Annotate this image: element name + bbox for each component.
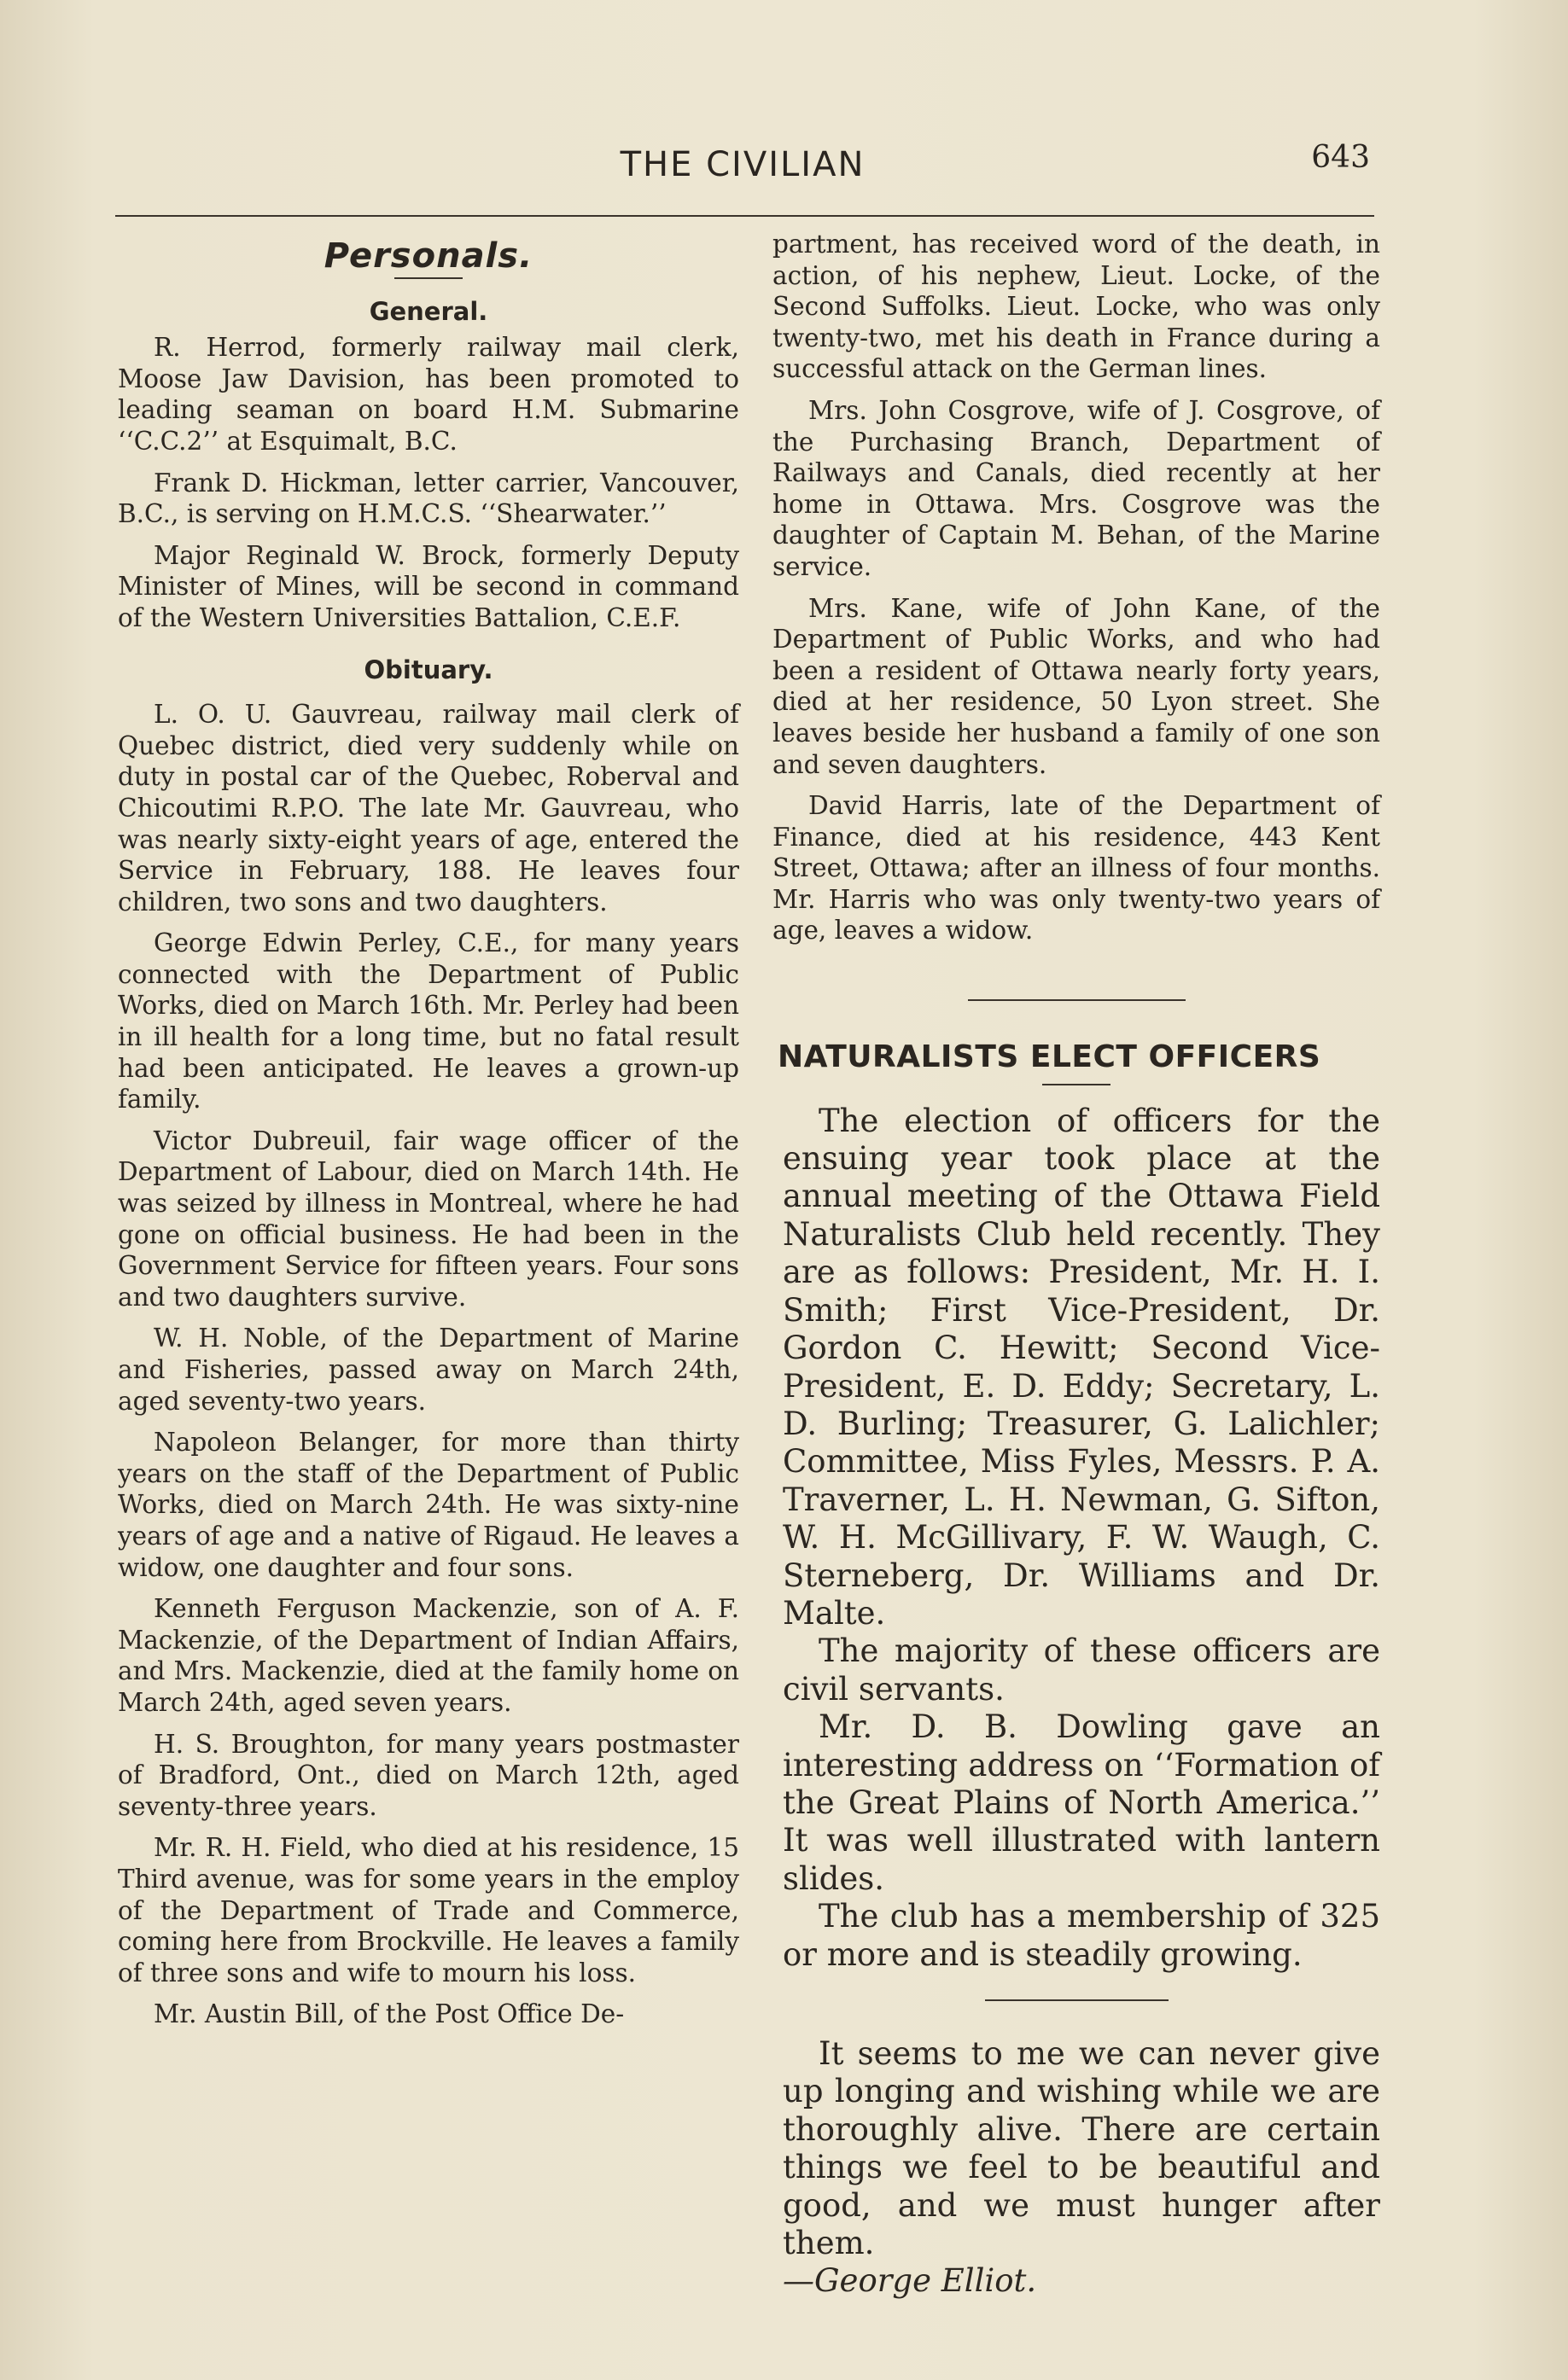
obituary-item: Victor Dubreuil, fair wage officer of the Department of Labour, died on March 14th. He was seized by illness in Montreal, where he had gone on official business. He had been in the Government Service for fifteen years. Four sons and two daughters survive. <box>118 1126 739 1312</box>
obituary-item: Mrs. John Cosgrove, wife of J. Cosgrove, of the Purchasing Branch, Department of Railways and Canals, died recently at her home in Ottawa. Mrs. Cosgrove was the daughter of Captain M. Behan, of the Marine service. <box>772 395 1380 581</box>
article-paragraph: The election of officers for the ensuing year took place at the annual meeting of the Ottawa Field Naturalists Club held recently. They are as follows: President, Mr. H. I. Smith; First Vice-President, Dr. Gordon C. Hewitt; Second Vice-President, E. D. Eddy; Secretary, L. D. Burling; Treasurer, G. Lalichler; Committee, Miss Fyles, Messrs. P. A. Traverner, L. H. Newman, G. Sifton, W. H. McGillivary, F. W. Waugh, C. Sterneberg, Dr. Williams and Dr. Malte. <box>783 1102 1380 1632</box>
article-paragraph: The majority of these officers are civil servants. <box>783 1632 1380 1708</box>
page-header <box>115 140 1370 196</box>
publication-title: THE CIVILIAN <box>620 145 866 184</box>
obituary-item: David Harris, late of the Department of Finance, died at his residence, 443 Kent Street, Ottawa; after an illness of four months. Mr. Harris who was only twenty-two years of age, leaves a widow. <box>772 791 1380 946</box>
obituary-item: Mr. Austin Bill, of the Post Office De- <box>154 1999 625 2029</box>
page-number: 643 <box>1311 140 1370 175</box>
obituary-item: Mr. R. H. Field, who died at his residence, 15 Third avenue, was for some years in the employ of the Department of Trade and Commerce, coming here from Brockville. He leaves a family of three sons and wife to mourn his loss. <box>118 1833 739 1987</box>
header-rule <box>115 215 1374 217</box>
title-rule <box>394 277 463 279</box>
heading-rule <box>1042 1084 1110 1085</box>
naturalists-article <box>783 1103 1380 1974</box>
article-paragraph: The club has a membership of 325 or more and is steadily growing. <box>783 1898 1380 1973</box>
quote-block <box>783 2035 1380 2301</box>
personals-title: Personals. <box>324 236 533 276</box>
obituary-item: Mrs. Kane, wife of John Kane, of the Department of Public Works, and who had been a resident of Ottawa nearly forty years, died at her residence, 50 Lyon street. She leaves beside her husband a family of one son and seven daughters. <box>772 593 1380 779</box>
obituary-item: partment, has received word of the death, in action, of his nephew, Lieut. Locke, of the Second Suffolks. Lieut. Locke, who was only twenty-two, met his death in France during a successful attack on the German lines. <box>772 230 1380 384</box>
quote-text: It seems to me we can never give up longing and wishing while we are thoroughly alive. There are certain things we feel to be beautiful and good, and we must hunger after them. <box>783 2035 1380 2262</box>
obituary-heading: Obituary. <box>364 655 493 684</box>
general-item: R. Herrod, formerly railway mail clerk, Moose Jaw Davision, has been promoted to leading seaman on board H.M. Submarine ‘‘C.C.2’’ at Esquimalt, B.C. <box>118 333 739 456</box>
obituary-item: George Edwin Perley, C.E., for many years connected with the Department of Public Works, died on March 16th. Mr. Perley had been in ill health for a long time, but no fatal result had been anticipated. He leaves a grown-up family. <box>118 928 739 1114</box>
obituary-item: Kenneth Ferguson Mackenzie, son of A. F. Mackenzie, of the Department of Indian Affairs, and Mrs. Mackenzie, died at the family home on March 24th, aged seven years. <box>118 1594 739 1717</box>
obituary-item: Napoleon Belanger, for more than thirty years on the staff of the Department of Public Works, died on March 24th. He was sixty-nine years of age and a native of Rigaud. He leaves a widow, one daughter and four sons. <box>118 1428 739 1582</box>
naturalists-heading: NATURALISTS ELECT OFFICERS <box>778 1039 1321 1075</box>
article-paragraph: Mr. D. B. Dowling gave an interesting address on ‘‘Formation of the Great Plains of North America.’’ It was well illustrated with lantern slides. <box>783 1708 1380 1897</box>
general-item: Major Reginald W. Brock, formerly Deputy Minister of Mines, will be second in command of the Western Universities Battalion, C.E.F. <box>118 540 739 632</box>
quote-separator <box>985 1999 1169 2001</box>
obituary-item: L. O. U. Gauvreau, railway mail clerk of Quebec district, died very suddenly while on duty in postal car of the Quebec, Roberval and Chicoutimi R.P.O. The late Mr. Gauvreau, who was nearly sixty-eight years of age, entered the Service in February, 188. He leaves four children, two sons and two daughters. <box>118 700 739 917</box>
obituary-item: H. S. Broughton, for many years postmaster of Bradford, Ont., died on March 12th, aged seventy-three years. <box>118 1729 739 1821</box>
general-heading: General. <box>369 296 488 326</box>
quote-author: —George Elliot. <box>783 2262 1037 2300</box>
right-column <box>772 229 1380 2301</box>
left-column <box>118 229 739 2040</box>
obituary-item: W. H. Noble, of the Department of Marine and Fisheries, passed away on March 24th, aged seventy-two years. <box>118 1324 739 1416</box>
general-item: Frank D. Hickman, letter carrier, Vancouver, B.C., is serving on H.M.C.S. ‘‘Shearwater.’’ <box>118 468 739 529</box>
section-separator <box>968 999 1186 1001</box>
